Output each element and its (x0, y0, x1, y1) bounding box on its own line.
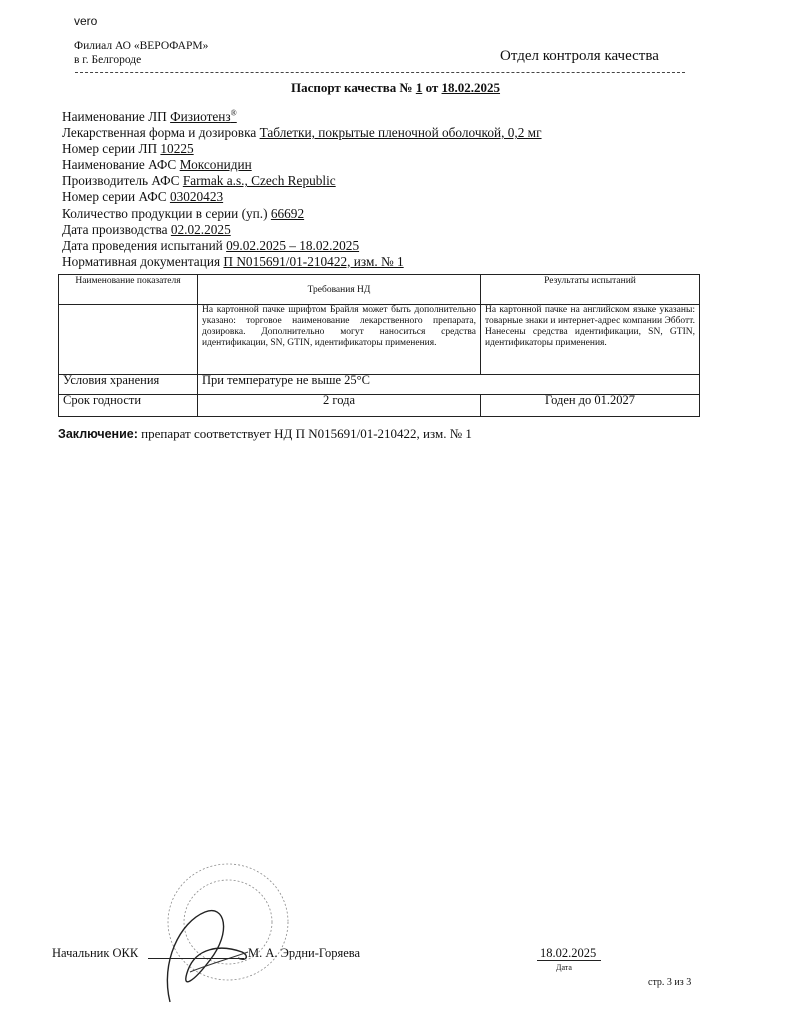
title-prefix: Паспорт качества № (290, 80, 413, 95)
column-header-requirements: Требования НД (198, 275, 481, 305)
passport-date: 18.02.2025 (441, 80, 501, 95)
field-value: Физиотенз® (170, 108, 237, 124)
field-label: Лекарственная форма и дозировка (62, 125, 257, 141)
field-test-dates (62, 238, 542, 254)
column-header-results: Результаты испытаний (481, 275, 700, 305)
cell-parameter: Срок годности (59, 395, 198, 417)
field-api-manufacturer (62, 173, 542, 189)
conclusion (58, 426, 472, 442)
title-mid: от (425, 80, 439, 95)
document-title (0, 80, 791, 96)
field-dosage-form (62, 125, 542, 141)
field-label: Производитель АФС (62, 173, 180, 189)
field-value: Таблетки, покрытые пленочной оболочкой, 0,2 мг (259, 125, 542, 141)
field-label: Наименование ЛП (62, 109, 167, 124)
date-caption: Дата (556, 963, 572, 972)
field-batch-number (62, 141, 542, 157)
date-line (537, 960, 601, 961)
table-row (59, 395, 700, 417)
field-label: Нормативная документация (62, 253, 221, 269)
field-label: Дата производства (62, 221, 168, 237)
table-row (59, 375, 700, 395)
registered-mark: ® (230, 108, 237, 118)
cell-result: Годен до 01.2027 (481, 395, 700, 417)
field-api-name (62, 157, 542, 173)
field-value: Моксонидин (179, 157, 252, 173)
cell-requirement: На картонной пачке шрифтом Брайля может быть дополнительно указано: торговое наименование лекарственного препарата, дозировка. Дополнительно могут наноситься средства идентификации, SN, GTIN, идентификаторы применения. (198, 305, 481, 375)
field-label: Количество продукции в серии (уп.) (62, 205, 268, 221)
company-logo: vero (74, 14, 98, 28)
signer-name: М. А. Эрдни-Горяева (248, 946, 361, 960)
product-details (62, 109, 542, 270)
field-value: 10225 (160, 141, 194, 157)
cell-parameter (59, 305, 198, 375)
header-divider (75, 72, 685, 73)
signer-position: Начальник ОКК (52, 946, 139, 960)
table-header-row (59, 275, 700, 305)
field-value: 03020423 (169, 189, 224, 205)
cell-result: На картонной пачке на английском языке указаны: товарные знаки и интернет-адрес компании Эбботт. Нанесены средства идентификации, SN, GTIN, идентификаторы применения. (481, 305, 700, 375)
field-value: П N015691/01-210422, изм. № 1 (223, 253, 404, 269)
field-api-batch (62, 189, 542, 205)
field-label: Дата проведения испытаний (62, 237, 223, 253)
field-quantity (62, 206, 542, 222)
field-value: 66692 (270, 205, 305, 221)
field-value: Farmak a.s., Czech Republic (182, 173, 336, 189)
org-city: в г. Белгороде (74, 54, 142, 66)
test-results-table (58, 274, 700, 417)
field-label: Номер серии ЛП (62, 141, 158, 157)
field-label: Наименование АФС (62, 157, 177, 173)
signature-line (148, 958, 244, 959)
field-production-date (62, 222, 542, 238)
cell-requirement: При температуре не выше 25°С (198, 375, 700, 395)
field-product-name (62, 109, 542, 125)
table-row (59, 305, 700, 375)
signature-date: 18.02.2025 (540, 946, 597, 960)
stamp-signature-image (150, 852, 300, 1012)
field-value: 02.02.2025 (170, 221, 231, 237)
field-normative-doc (62, 254, 542, 270)
cell-requirement: 2 года (198, 395, 481, 417)
conclusion-text: препарат соответствует НД П N015691/01-210422, изм. № 1 (141, 426, 472, 441)
org-name: Филиал АО «ВЕРОФАРМ» (74, 40, 209, 52)
field-value: 09.02.2025 – 18.02.2025 (226, 237, 360, 253)
column-header-parameter: Наименование показателя (59, 275, 198, 305)
passport-number: 1 (415, 80, 423, 95)
page-number: стр. 3 из 3 (648, 977, 692, 988)
conclusion-label: Заключение: (58, 427, 138, 441)
field-label: Номер серии АФС (62, 189, 167, 205)
department-name: Отдел контроля качества (500, 48, 659, 64)
cell-parameter: Условия хранения (59, 375, 198, 395)
